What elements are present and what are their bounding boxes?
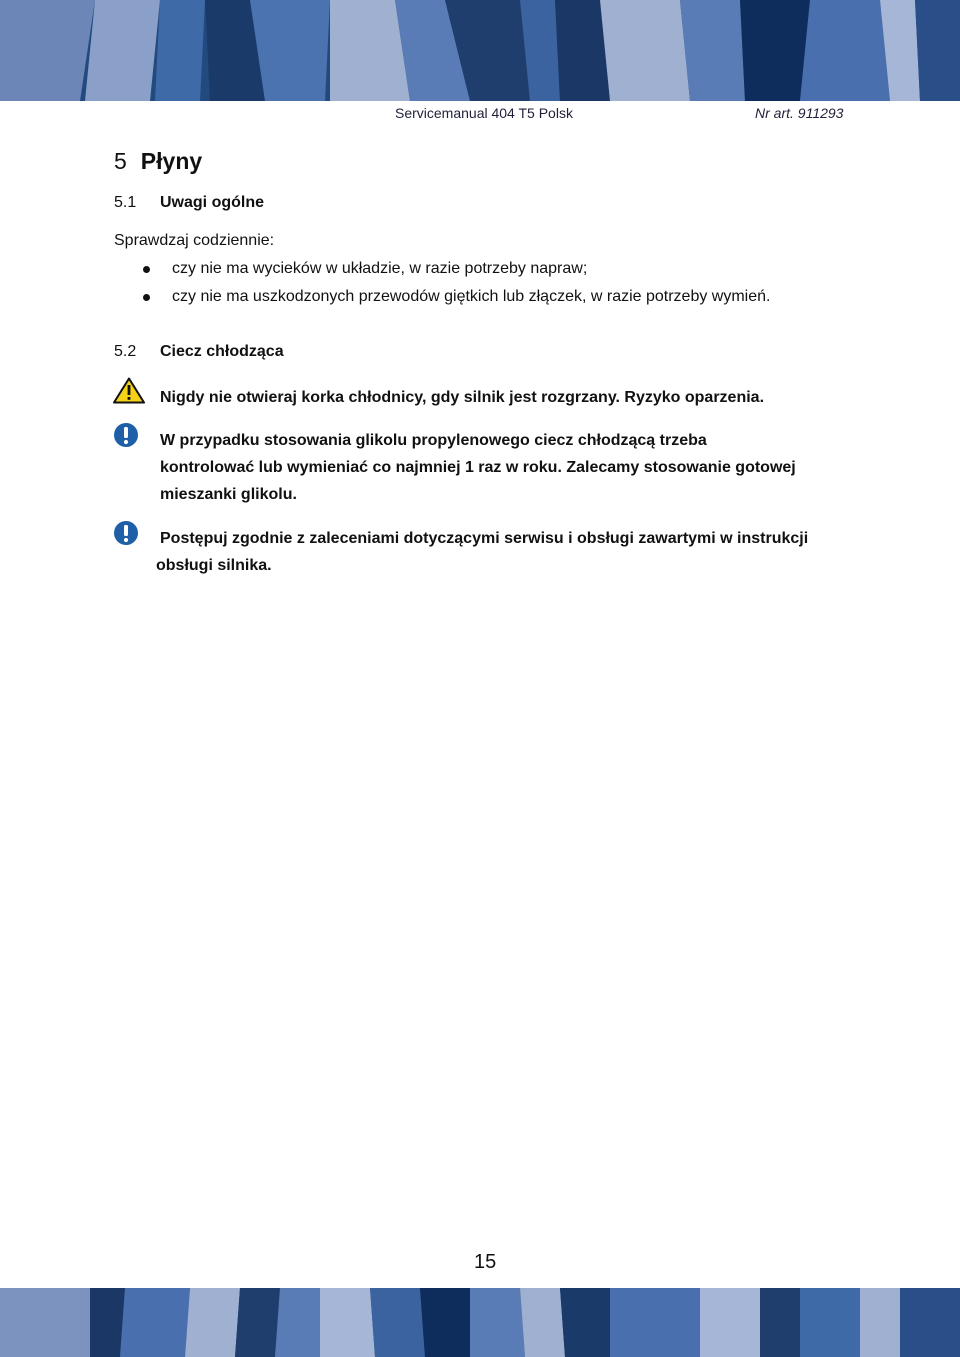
header-article-number: Nr art. 911293 (755, 105, 844, 121)
top-banner-graphic (0, 0, 960, 101)
note-glycol (160, 427, 796, 508)
list-item-text: czy nie ma wycieków w układzie, w razie potrzeby napraw; (172, 260, 588, 277)
page-number: 15 (474, 1251, 497, 1273)
list-item-text: czy nie ma uszkodzonych przewodów giętkich lub złączek, w razie potrzeby wymień. (172, 288, 771, 305)
subsection-title: Ciecz chłodząca (160, 343, 284, 360)
subsection-number: 5.1 (114, 194, 137, 211)
top-decorative-banner (0, 0, 960, 101)
bullet-icon (143, 266, 150, 273)
section-title: Płyny (140, 148, 203, 174)
header-document-title: Servicemanual 404 T5 Polsk (395, 105, 573, 121)
note-line: kontrolować lub wymieniać co najmniej 1 raz w roku. Zalecamy stosowanie gotowej (160, 459, 796, 476)
subsection-heading-general (114, 194, 264, 212)
list-item (140, 258, 770, 286)
daily-check-intro: Sprawdzaj codziennie: (114, 232, 275, 249)
section-heading (114, 148, 202, 175)
warning-triangle-icon (113, 377, 145, 404)
bottom-banner-graphic (0, 1288, 960, 1357)
exclamation-circle-icon (113, 520, 139, 546)
subsection-heading-coolant (114, 343, 284, 361)
exclamation-circle-icon (113, 422, 139, 448)
bottom-decorative-banner (0, 1288, 960, 1357)
note-engine-manual (156, 525, 809, 579)
note-line: obsługi silnika. (156, 557, 272, 574)
note-line: Postępuj zgodnie z zaleceniami dotyczącymi serwisu i obsługi zawartymi w instrukcji (160, 530, 809, 547)
note-line: mieszanki glikolu. (160, 486, 297, 503)
subsection-number: 5.2 (114, 343, 137, 360)
bullet-icon (143, 294, 150, 301)
subsection-title: Uwagi ogólne (160, 194, 264, 211)
warning-radiator-cap: Nigdy nie otwieraj korka chłodnicy, gdy silnik jest rozgrzany. Ryzyko oparzenia. (160, 389, 765, 406)
daily-check-list (140, 258, 770, 314)
note-line: W przypadku stosowania glikolu propylenowego ciecz chłodzącą trzeba (160, 432, 707, 449)
list-item (140, 286, 770, 314)
section-number: 5 (114, 148, 127, 174)
